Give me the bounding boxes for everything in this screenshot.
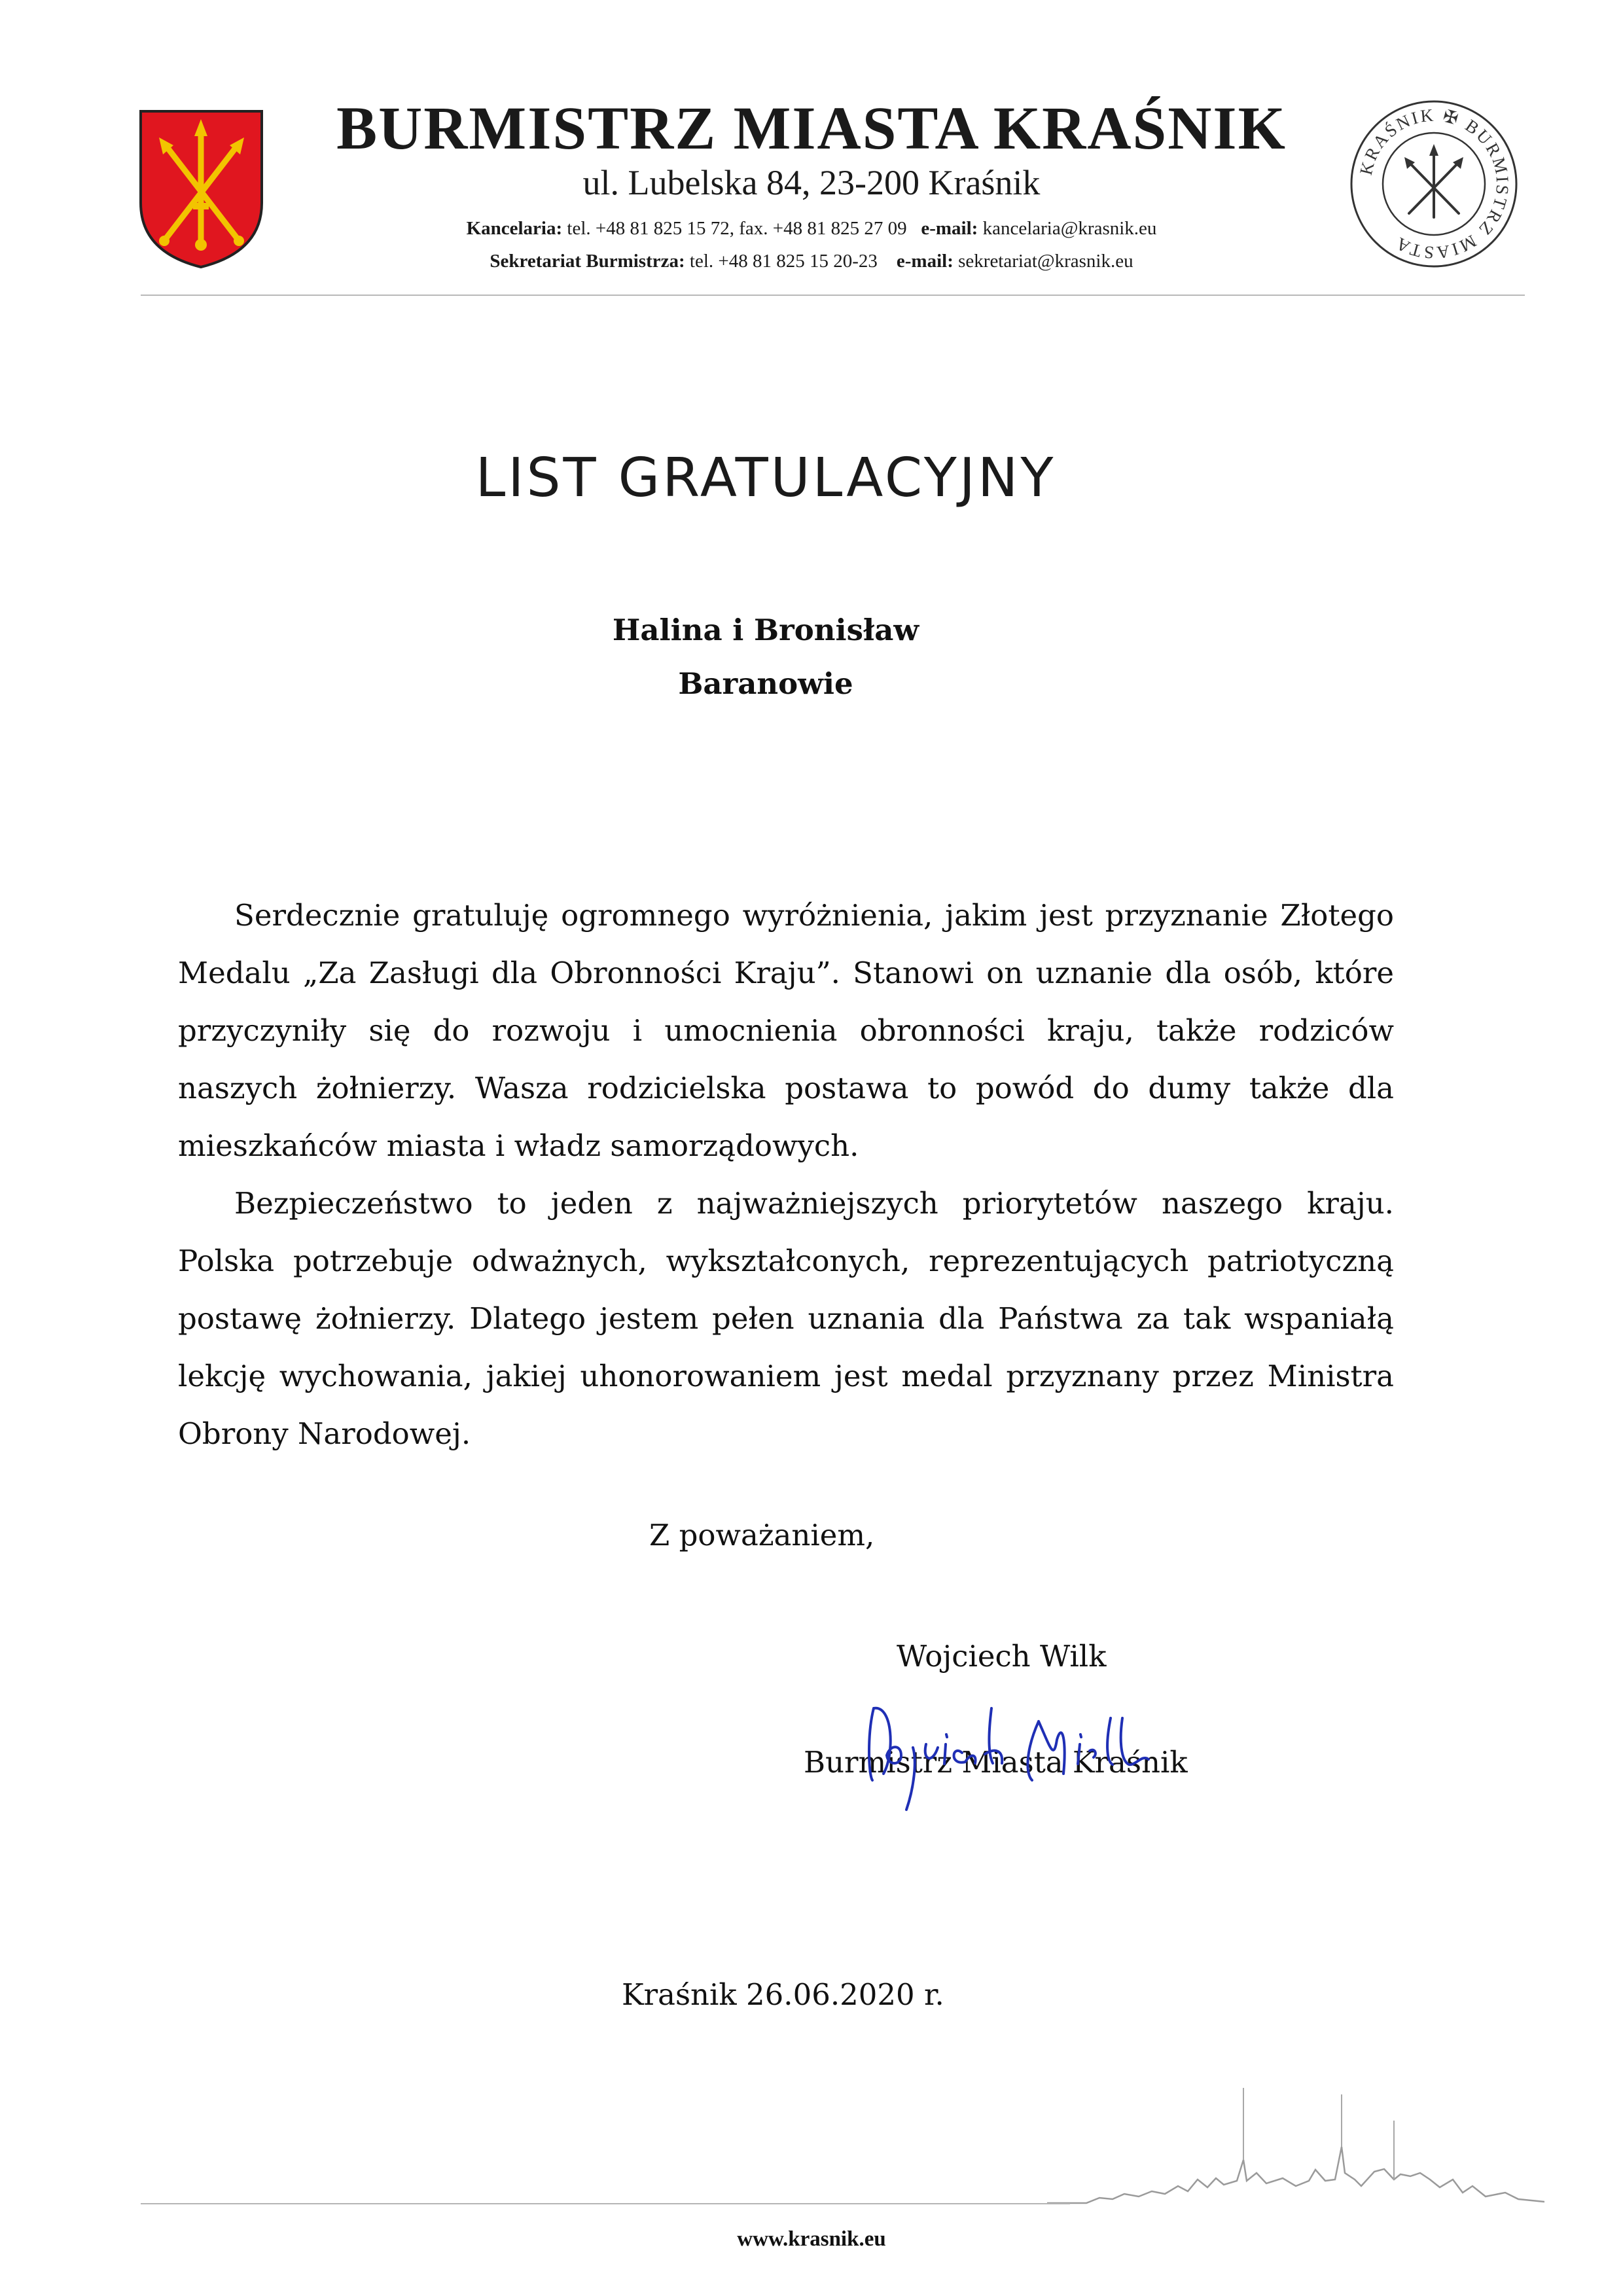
signature (854, 1682, 1194, 1813)
body-paragraph: Serdecznie gratuluję ogromnego wyróżnienia, jakim jest przyznanie Złotego Medalu „Za Zasługi dla Obronności Kraju”. Stanowi on uznanie dla osób, które przyczyniły się do rozwoju i umocnienia obronności kraju, także rodziców naszych żołnierzy. Wasza rodzicielska postawa to powód do dumy także dla mieszkańców miasta i władz samorządowych. (178, 898, 1394, 1163)
contact-line-office (281, 219, 1342, 238)
svg-text:KRAŚNIK ✠ BURMISTRZ MIASTA: KRAŚNIK ✠ BURMISTRZ MIASTA (1355, 105, 1513, 263)
footer-divider (141, 2203, 1070, 2204)
letterhead-title: BURMISTRZ MIASTA KRAŚNIK (336, 95, 1287, 162)
email-label: e-mail: (896, 251, 954, 272)
letterhead-address: ul. Lubelska 84, 23-200 Kraśnik (582, 163, 1041, 202)
body-paragraph: Bezpieczeństwo to jeden z najważniejszych priorytetów naszego kraju. Polska potrzebuje odważnych, wykształconych, reprezentujących patriotyczną postawę żołnierzy. Dlatego jestem pełen uznania dla Państwa za tak wspaniałą lekcję wychowania, jakiej uhonorowaniem jest medal przyznany przez Ministra Obrony Narodowej. (178, 1186, 1394, 1451)
contact-line-secretariat (281, 252, 1342, 271)
letter-body (178, 887, 1394, 1463)
coat-of-arms-icon (134, 105, 268, 272)
signer-title: Burmistrz Miasta Kraśnik (804, 1745, 1188, 1780)
contact-email: kancelaria@krasnik.eu (978, 218, 1157, 239)
contact-label: Kancelaria: (466, 218, 563, 239)
footer-website: www.krasnik.eu (737, 2227, 886, 2251)
document-title: LIST GRATULACYJNY (475, 447, 1056, 509)
letterhead-divider (141, 295, 1525, 296)
closing-salutation: Z poważaniem, (649, 1518, 875, 1552)
recipient-names: Halina i Bronisław (612, 613, 919, 647)
email-label: e-mail: (921, 218, 978, 239)
contact-phones: tel. +48 81 825 15 20-23 (685, 251, 878, 272)
signer-name: Wojciech Wilk (897, 1639, 1107, 1674)
seal-icon (1348, 98, 1520, 270)
skyline-icon (1047, 2081, 1544, 2206)
contact-phones: tel. +48 81 825 15 72, fax. +48 81 825 27 09 (562, 218, 907, 239)
recipient-surname: Baranowie (678, 666, 853, 701)
contact-email: sekretariat@krasnik.eu (953, 251, 1133, 272)
place-and-date: Kraśnik 26.06.2020 r. (622, 1977, 944, 2012)
contact-label: Sekretariat Burmistrza: (490, 251, 685, 272)
